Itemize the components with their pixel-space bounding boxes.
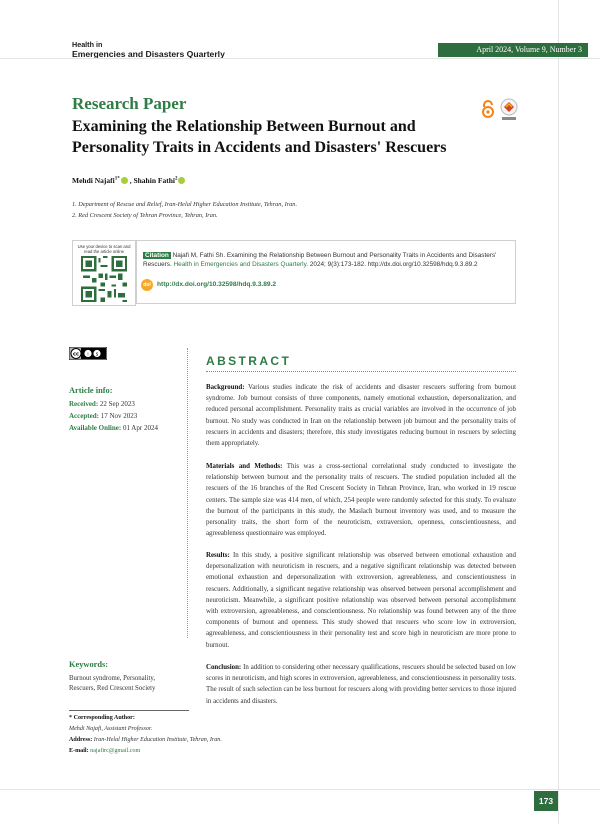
author-1[interactable]: Mehdi Najafi	[72, 176, 115, 185]
right-margin-line	[558, 0, 559, 824]
qr-code-icon[interactable]	[81, 256, 127, 302]
journal-line-1: Health in	[72, 40, 103, 49]
abstract-methods	[206, 461, 516, 539]
citation-box	[136, 240, 516, 304]
background-text: Various studies indicate the risk of accidents and disaster rescuers suffering from burnout syndrome. Job burnout consists of three components, namely emotional exhaustion, depersonalization, and reduced personal accomplishment. Personality traits as crucial variables are involved in the occurrence of job burnout. No study was conducted in Iran on the relationship between job burnout and the personality traits of rescuers in accidents and disasters; therefore, this study investigates reducing burnout in rescuers by selecting them appropriately.	[206, 384, 516, 448]
corresponding-heading-text: * Corresponding Author:	[69, 715, 135, 721]
abstract-rule	[206, 371, 516, 372]
issue-banner: April 2024, Volume 9, Number 3	[438, 43, 588, 57]
background-label: Background:	[206, 384, 245, 391]
footer-rule	[0, 789, 600, 790]
creative-commons-icon[interactable]	[69, 347, 107, 360]
received-label: Received:	[69, 400, 99, 408]
footnote-separator	[69, 710, 189, 711]
svg-text:i: i	[87, 352, 89, 358]
received-date: 22 Sep 2023	[99, 400, 135, 408]
results-label: Results:	[206, 552, 230, 559]
address-text: Iran-Helal Higher Education Institute, Tehran, Iran.	[93, 737, 222, 743]
author-2[interactable]: Shahin Fathi	[133, 176, 175, 185]
accepted-label: Accepted:	[69, 412, 99, 420]
orcid-icon[interactable]	[178, 177, 185, 184]
abstract-conclusion	[206, 662, 516, 707]
address-label: Address:	[69, 737, 93, 743]
accepted-date: 17 Nov 2023	[100, 412, 138, 420]
email-label: E-mail:	[69, 748, 89, 754]
corresponding-name: Mehdi Najafi, Assistant Professor.	[69, 726, 153, 732]
open-access-icon	[481, 100, 495, 118]
results-text: In this study, a positive significant relationship was observed between emotional exhaustion and depersonalization with neuroticism in rescuers, and a negative significant relationship was detected between emotional exhaustion and depersonalization with extroversion, agreeableness, and conscientiousness in rescuers. Additionally, a significant negative relationship was observed between personal accomplishment and neuroticism. Meanwhile, a significant positive relationship was observed between personal accomplishment with extroversion, agreeableness, and conscientiousness. No relationship was found between any of the three components of burnout and openness. This study showed that rescuers who score low in extroversion, agreeableness, and conscientiousness in their personality test and score high in neuroticism are more prone to burnout.	[206, 552, 516, 649]
conclusion-label: Conclusion:	[206, 664, 242, 671]
citation-tag: Citation	[145, 252, 169, 259]
keywords-heading: Keywords:	[69, 660, 109, 669]
article-title: Examining the Relationship Between Burnout and Personality Traits in Accidents and Disasters' Rescuers	[72, 118, 447, 156]
svg-text:cc: cc	[73, 351, 79, 358]
header-rule	[0, 58, 600, 59]
abstract-background	[206, 382, 516, 449]
journal-logo	[72, 41, 225, 58]
qr-box	[72, 240, 136, 306]
affiliation-1: 1. Department of Rescue and Relief, Iran-Helal Higher Education Institute, Tehran, Iran.	[72, 201, 298, 208]
keywords-text: Burnout syndrome, Personality, Rescuers, Red Crescent Society	[69, 675, 156, 692]
methods-label: Materials and Methods:	[206, 463, 283, 470]
methods-text: This was a cross-sectional correlational study conducted to investigate the relationship between burnout and the personality traits of rescuers. The studied population included all the rescuers of the 16 branches of the Red Crescent Society in Tehran Province, Iran, who worked in 19 rescue centers. The sample size was 414 men, of which, 254 people were randomly selected for this study. To evaluate the burnout of the participants in this study, the Maslach burnout inventory was used, and to measure the personality traits, the short form of the neuroticism, extraversion, openness, conscientiousness, and agreeableness questionnaire was employed.	[206, 463, 516, 538]
accepted-row	[69, 412, 137, 420]
citation-text	[143, 251, 511, 269]
online-label: Available Online:	[69, 424, 122, 432]
column-separator	[187, 348, 189, 638]
online-row	[69, 424, 158, 432]
svg-text:$: $	[95, 352, 99, 358]
abstract-heading: ABSTRACT	[206, 354, 292, 368]
doi-icon: doi	[141, 279, 153, 291]
abstract-results	[206, 550, 516, 651]
author-line: Mehdi Najafi$^{1*}$ , Shahin Fathi$^2$	[72, 176, 187, 185]
crossmark-icon[interactable]	[499, 98, 519, 122]
citation-tail: 2024; 9(3):173-182. http://dx.doi.org/10.32598/hdq.9.3.89.2	[309, 261, 478, 268]
qr-label: Use your device to scan and read the article online	[77, 244, 131, 254]
journal-line-2: Emergencies and Disasters Quarterly	[72, 48, 225, 59]
corresponding-address	[69, 737, 222, 743]
citation-journal-link[interactable]: Health in Emergencies and Disasters Quarterly.	[173, 261, 309, 268]
page-number: 173	[534, 791, 558, 811]
author-1-sup: 1*	[114, 176, 120, 182]
affiliation-2: 2. Red Crescent Society of Tehran Province, Tehran, Iran.	[72, 212, 218, 219]
article-type: Research Paper	[72, 94, 187, 113]
citation-body: Najafi M, Fathi Sh. Examining the Relationship Between Burnout and Personality Traits in Accidents and Disasters' Rescuers.	[143, 252, 497, 268]
received-row	[69, 400, 135, 408]
author-2-sup: 2	[174, 176, 178, 182]
email-link[interactable]: najafirc@gmail.com	[90, 748, 141, 754]
doi-link[interactable]: http://dx.doi.org/10.32598/hdq.9.3.89.2	[157, 281, 277, 288]
conclusion-text: In addition to considering other necessary qualifications, rescuers should be selected based on low scores in neuroticism, and high scores in extroversion, agreeableness, and conscientiousness in personality tests. The result of such selection can be less burnout for rescuers along with providing better services to those injured in accidents and disasters.	[206, 664, 516, 705]
online-date: 01 Apr 2024	[122, 424, 158, 432]
article-info-heading: Article info:	[69, 386, 113, 395]
orcid-icon[interactable]	[121, 177, 128, 184]
corresponding-email	[69, 748, 140, 754]
corresponding-heading	[69, 715, 135, 721]
